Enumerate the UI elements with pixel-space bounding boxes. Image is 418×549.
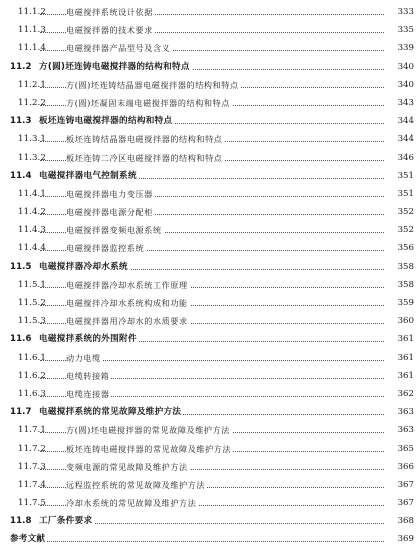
- section-title: 方(圆)坯凝固末端电磁搅拌器的结构和特点: [66, 94, 232, 112]
- dot-leader: [40, 541, 384, 542]
- section-number: 11.7.2: [18, 443, 46, 454]
- section-title: 电磁搅拌器监控系统: [66, 239, 146, 257]
- toc-entry: [0, 185, 418, 203]
- toc-entry: [0, 421, 418, 439]
- section-title: 板坯连铸电磁搅拌器的常见故障及维护方法: [66, 440, 233, 458]
- page-number: 344: [396, 112, 414, 130]
- section-number: 11.7.5: [18, 498, 46, 509]
- toc-entry: [0, 530, 418, 548]
- toc-entry: [0, 39, 418, 57]
- section-number: 11.7.3: [18, 461, 46, 472]
- page-number: 367: [396, 476, 414, 494]
- page-number: 361: [396, 367, 414, 385]
- page-number: 344: [396, 130, 414, 148]
- toc-entry: [0, 367, 418, 385]
- toc-entry: [0, 167, 418, 185]
- page-number: 361: [396, 330, 414, 348]
- page-number: 335: [396, 21, 414, 39]
- page-number: 367: [396, 494, 414, 512]
- toc-entry: [0, 312, 418, 330]
- page-number: 358: [396, 258, 414, 276]
- section-number: 11.3.1: [18, 134, 46, 145]
- toc-entry: [0, 149, 418, 167]
- page-number: 340: [396, 76, 414, 94]
- page-number: 363: [396, 403, 414, 421]
- page-number: 369: [396, 530, 414, 548]
- section-title: 电磁搅拌器电气控制系统: [39, 167, 139, 185]
- section-title: 电磁搅拌系统设计依据: [66, 3, 155, 21]
- section-title: 电磁搅拌器电力变压器: [66, 185, 155, 203]
- section-title: 参考文献: [10, 530, 47, 548]
- section-number: 11.5.3: [18, 316, 46, 327]
- section-title: 电缆连接器: [66, 385, 111, 403]
- toc-entry: [0, 221, 418, 239]
- toc-entry: [0, 21, 418, 39]
- page-number: 333: [396, 3, 414, 21]
- section-title: 工厂条件要求: [39, 512, 94, 530]
- section-title: 方(圆)坯电磁搅拌器的常见故障及维护方法: [66, 421, 232, 439]
- section-number: 11.1.3: [18, 25, 46, 36]
- toc-entry: [0, 76, 418, 94]
- page-number: 362: [396, 385, 414, 403]
- toc-entry: [0, 294, 418, 312]
- toc-entry: [0, 349, 418, 367]
- section-number: 11.1.4: [18, 43, 46, 54]
- section-number: 11.2.1: [18, 79, 46, 90]
- page-number: 352: [396, 203, 414, 221]
- section-title: 电磁搅拌冷却水系统构成和功能: [66, 294, 190, 312]
- page-number: 346: [396, 149, 414, 167]
- page-number: 343: [396, 94, 414, 112]
- section-number: 11.3.2: [18, 152, 46, 163]
- page-number: 339: [396, 39, 414, 57]
- section-title: 远程监控系统的常见故障及维护方法: [66, 476, 207, 494]
- section-title: 电磁搅拌系统的外围附件: [39, 330, 139, 348]
- section-title: 电磁搅拌系统的常见故障及维护方法: [39, 403, 183, 421]
- toc-entry: [0, 494, 418, 512]
- page-number: 366: [396, 458, 414, 476]
- toc-entry: [0, 385, 418, 403]
- page-number: 351: [396, 167, 414, 185]
- section-title: 板坯连铸二冷区电磁搅拌器的结构和特点: [66, 149, 225, 167]
- toc-entry: [0, 203, 418, 221]
- page-number: 351: [396, 185, 414, 203]
- section-title: 电磁搅拌器用冷却水的水质要求: [66, 312, 190, 330]
- toc-entry: [0, 330, 418, 348]
- section-number: 11.6: [10, 334, 32, 345]
- page-number: 340: [396, 58, 414, 76]
- section-title: 动力电缆: [66, 349, 103, 367]
- section-number: 11.7.4: [18, 479, 46, 490]
- toc-entry: [0, 239, 418, 257]
- page-number: 359: [396, 294, 414, 312]
- section-title: 冷却水系统的常见故障及维护方法: [66, 494, 198, 512]
- section-number: 11.6.1: [18, 352, 46, 363]
- page-number: 360: [396, 312, 414, 330]
- page-number: 365: [396, 440, 414, 458]
- toc-entry: [0, 94, 418, 112]
- section-title: 电磁搅拌器电源分配柜: [66, 203, 155, 221]
- toc-entry: [0, 458, 418, 476]
- page-number: 352: [396, 221, 414, 239]
- section-number: 11.7.1: [18, 425, 46, 436]
- section-number: 11.3: [10, 116, 32, 127]
- toc-entry: [0, 476, 418, 494]
- section-number: 11.8: [10, 516, 32, 527]
- toc-entry: [0, 58, 418, 76]
- section-title: 电缆转接箱: [66, 367, 111, 385]
- section-title: 电磁搅拌器变频电源系统: [66, 221, 164, 239]
- section-number: 11.4.2: [18, 207, 46, 218]
- section-number: 11.7: [10, 407, 32, 418]
- section-number: 11.4.3: [18, 225, 46, 236]
- section-title: 电磁搅拌器冷却水系统: [39, 258, 130, 276]
- toc-entry: [0, 276, 418, 294]
- section-title: 板坯连铸结晶器电磁搅拌器的结构和特点: [66, 130, 225, 148]
- section-title: 变频电源的常见故障及维护方法: [66, 458, 190, 476]
- section-number: 11.4.1: [18, 188, 46, 199]
- section-title: 电磁搅拌器产品型号及含义: [66, 39, 172, 57]
- section-number: 11.5: [10, 261, 32, 272]
- section-number: 11.4: [10, 170, 32, 181]
- section-number: 11.1.2: [18, 7, 46, 17]
- toc-entry: [0, 258, 418, 276]
- toc-entry: [0, 112, 418, 130]
- toc-entry: [0, 3, 418, 21]
- section-title: 方(圆)坯连铸电磁搅拌器的结构和特点: [39, 58, 192, 76]
- toc-entry: [0, 440, 418, 458]
- section-number: 11.2.2: [18, 97, 46, 108]
- page-number: 361: [396, 349, 414, 367]
- toc-entry: [0, 130, 418, 148]
- table-of-contents: [0, 3, 418, 549]
- section-title: 板坯连铸电磁搅拌器的结构和特点: [39, 112, 174, 130]
- page-number: 368: [396, 512, 414, 530]
- page-number: 356: [396, 239, 414, 257]
- section-number: 11.5.1: [18, 279, 46, 290]
- toc-entry: [0, 512, 418, 530]
- section-number: 11.6.3: [18, 388, 46, 399]
- section-title: 电磁搅拌器冷却水系统工作原理: [66, 276, 190, 294]
- section-number: 11.6.2: [18, 370, 46, 381]
- toc-entry: [0, 403, 418, 421]
- section-number: 11.4.4: [18, 243, 46, 254]
- page-number: 358: [396, 276, 414, 294]
- page-number: 363: [396, 421, 414, 439]
- section-number: 11.2: [10, 61, 32, 72]
- section-number: 11.5.2: [18, 298, 46, 308]
- section-title: 电磁搅拌器的技术要求: [66, 21, 155, 39]
- section-title: 方(圆)坯连铸结晶器电磁搅拌器的结构和特点: [66, 76, 241, 94]
